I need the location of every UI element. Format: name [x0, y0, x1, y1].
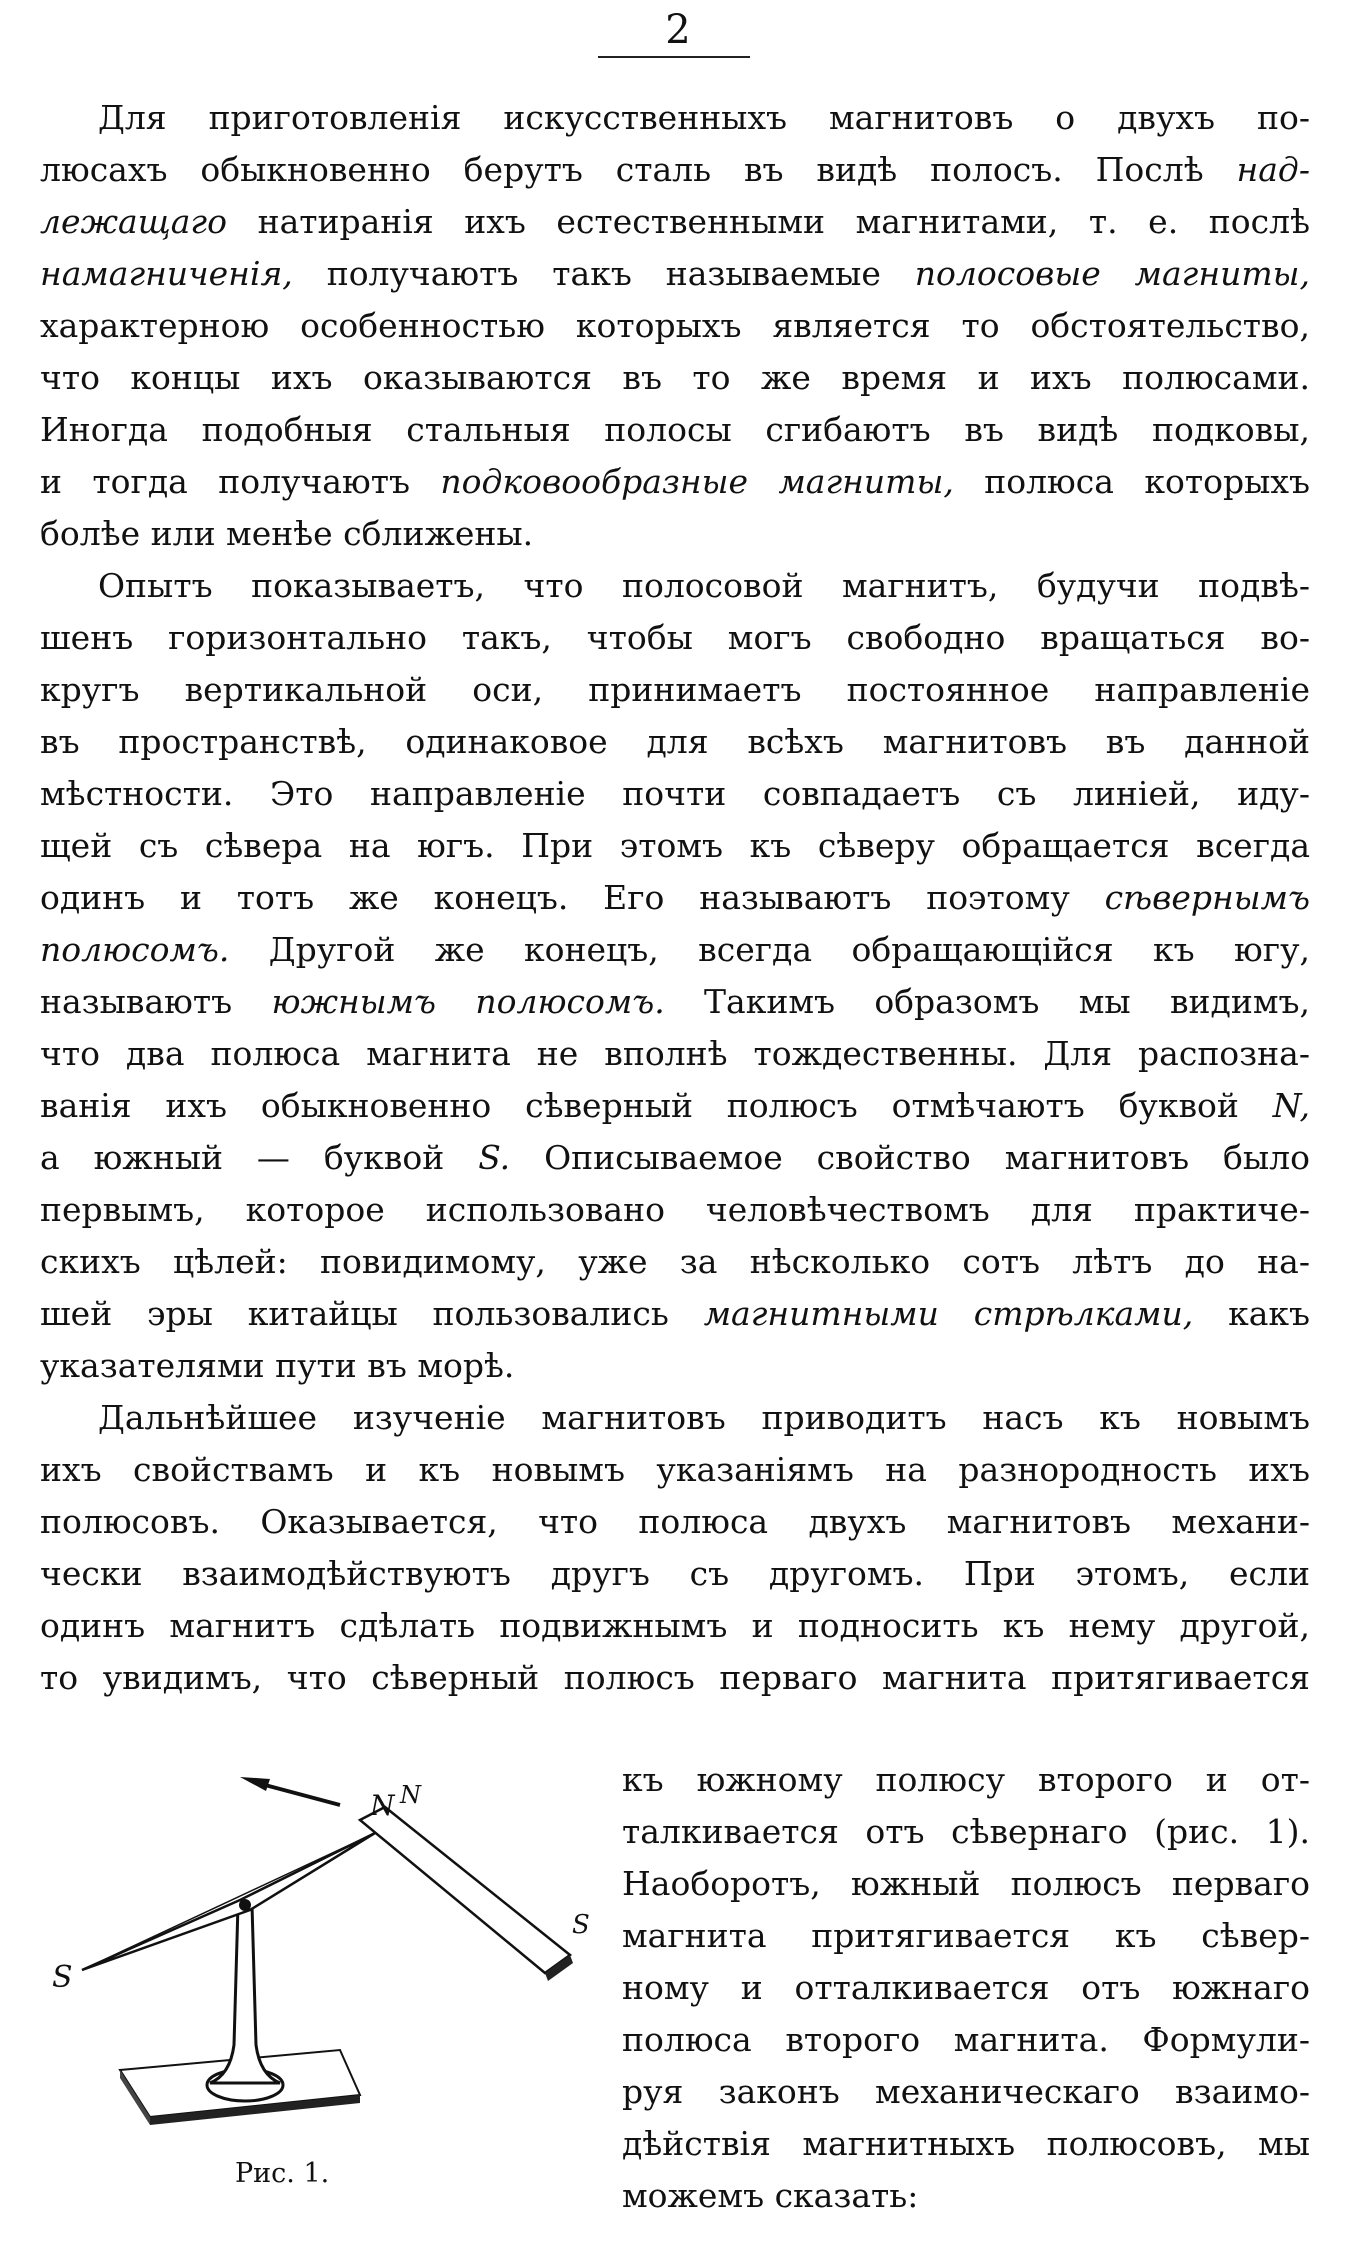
text-line: Наоборотъ, южный полюсъ перваго — [622, 1864, 1310, 1903]
paragraph-2 — [40, 560, 1310, 1392]
body-text — [40, 92, 1310, 1704]
paragraph-3 — [40, 1392, 1310, 1704]
text-line: Для приготовленія искусственныхъ магнитовъ о двухъ по- — [98, 98, 1310, 137]
text-line: полюса второго магнита. Формули- — [622, 2020, 1310, 2059]
text-line: Дальнѣйшее изученіе магнитовъ приводитъ насъ къ новымъ — [98, 1398, 1310, 1437]
text-line: мѣстности. Это направленіе почти совпадаетъ съ линіей, иду- — [40, 774, 1310, 813]
text-line: шенъ горизонтально такъ, чтобы могъ свободно вращаться во- — [40, 618, 1310, 657]
motion-arrow-head — [240, 1777, 270, 1791]
label-north-bar: N — [400, 1781, 421, 1809]
text-line: Иногда подобныя стальныя полосы сгибаютъ въ видѣ подковы, — [40, 410, 1310, 449]
text-line: Опытъ показываетъ, что полосовой магнитъ, будучи подвѣ- — [98, 566, 1310, 605]
label-north-needle: N — [370, 1789, 395, 1822]
pivot-point — [239, 1899, 251, 1911]
text-line: къ южному полюсу второго и от- — [622, 1760, 1310, 1799]
text-line: скихъ цѣлей: повидимому, уже за нѣсколько сотъ лѣтъ до на- — [40, 1242, 1310, 1281]
label-south-bar: S — [572, 1910, 590, 1940]
text-line: то увидимъ, что сѣверный полюсъ перваго магнита притягивается — [40, 1658, 1310, 1697]
paragraph-1 — [40, 92, 1310, 560]
figure-caption: Рис. 1. — [235, 2158, 330, 2189]
text-line: что два полюса магнита не вполнѣ тождественны. Для распозна- — [40, 1034, 1310, 1073]
wrapped-text — [622, 1754, 1310, 2222]
text-line: люсахъ обыкновенно берутъ сталь въ видѣ полосъ. Послѣ над- — [40, 150, 1310, 189]
text-line: ванія ихъ обыкновенно сѣверный полюсъ отмѣчаютъ буквой N, — [40, 1086, 1310, 1125]
text-line: талкивается отъ сѣвернаго (рис. 1). — [622, 1812, 1310, 1851]
text-line: можемъ сказать: — [622, 2176, 919, 2215]
page-number: 2 — [665, 7, 691, 53]
text-line: что концы ихъ оказываются въ то же время и ихъ полюсами. — [40, 358, 1310, 397]
text-line: намагниченія, получаютъ такъ называемые полосовые магниты, — [40, 254, 1310, 293]
text-line: полюсомъ. Другой же конецъ, всегда обращающійся къ югу, — [40, 930, 1310, 969]
text-line: руя законъ механическаго взаимо- — [622, 2072, 1310, 2111]
text-line: а южный — буквой S. Описываемое свойство магнитовъ было — [40, 1138, 1310, 1177]
text-line: указателями пути въ морѣ. — [40, 1346, 515, 1385]
text-line: одинъ и тотъ же конецъ. Его называютъ поэтому сѣвернымъ — [40, 878, 1310, 917]
text-line: характерною особенностью которыхъ является то обстоятельство, — [40, 306, 1310, 345]
text-line: кругъ вертикальной оси, принимаетъ постоянное направленіе — [40, 670, 1310, 709]
text-line: одинъ магнитъ сдѣлать подвижнымъ и подносить къ нему другой, — [40, 1606, 1310, 1645]
text-line: полюсовъ. Оказывается, что полюса двухъ магнитовъ механи- — [40, 1502, 1310, 1541]
header-rule — [598, 56, 750, 58]
text-line: чески взаимодѣйствуютъ другъ съ другомъ. При этомъ, если — [40, 1554, 1310, 1593]
text-line: и тогда получаютъ подковообразные магниты, полюса которыхъ — [40, 462, 1310, 501]
needle-midline — [82, 1833, 375, 1970]
text-line: шей эры китайцы пользовались магнитными стрѣлками, какъ — [40, 1294, 1310, 1333]
text-line: магнита притягивается къ сѣвер- — [622, 1916, 1310, 1955]
text-line: ному и отталкивается отъ южнаго — [622, 1968, 1310, 2007]
figure-magnets-illustration — [40, 1745, 600, 2175]
text-line: щей съ сѣвера на югъ. При этомъ къ сѣверу обращается всегда — [40, 826, 1310, 865]
text-line: ихъ свойствамъ и къ новымъ указаніямъ на разнородность ихъ — [40, 1450, 1310, 1489]
bar-magnet — [360, 1807, 570, 1973]
text-line: въ пространствѣ, одинаковое для всѣхъ магнитовъ въ данной — [40, 722, 1310, 761]
text-line: дѣйствія магнитныхъ полюсовъ, мы — [622, 2124, 1310, 2163]
text-line: называютъ южнымъ полюсомъ. Такимъ образомъ мы видимъ, — [40, 982, 1310, 1021]
text-line: первымъ, которое использовано человѣчествомъ для практиче- — [40, 1190, 1310, 1229]
text-line: лежащаго натиранія ихъ естественными магнитами, т. е. послѣ — [40, 202, 1310, 241]
label-south-needle: S — [52, 1960, 73, 1995]
motion-arrow-shaft — [265, 1785, 340, 1805]
text-line: болѣе или менѣе сближены. — [40, 514, 534, 553]
